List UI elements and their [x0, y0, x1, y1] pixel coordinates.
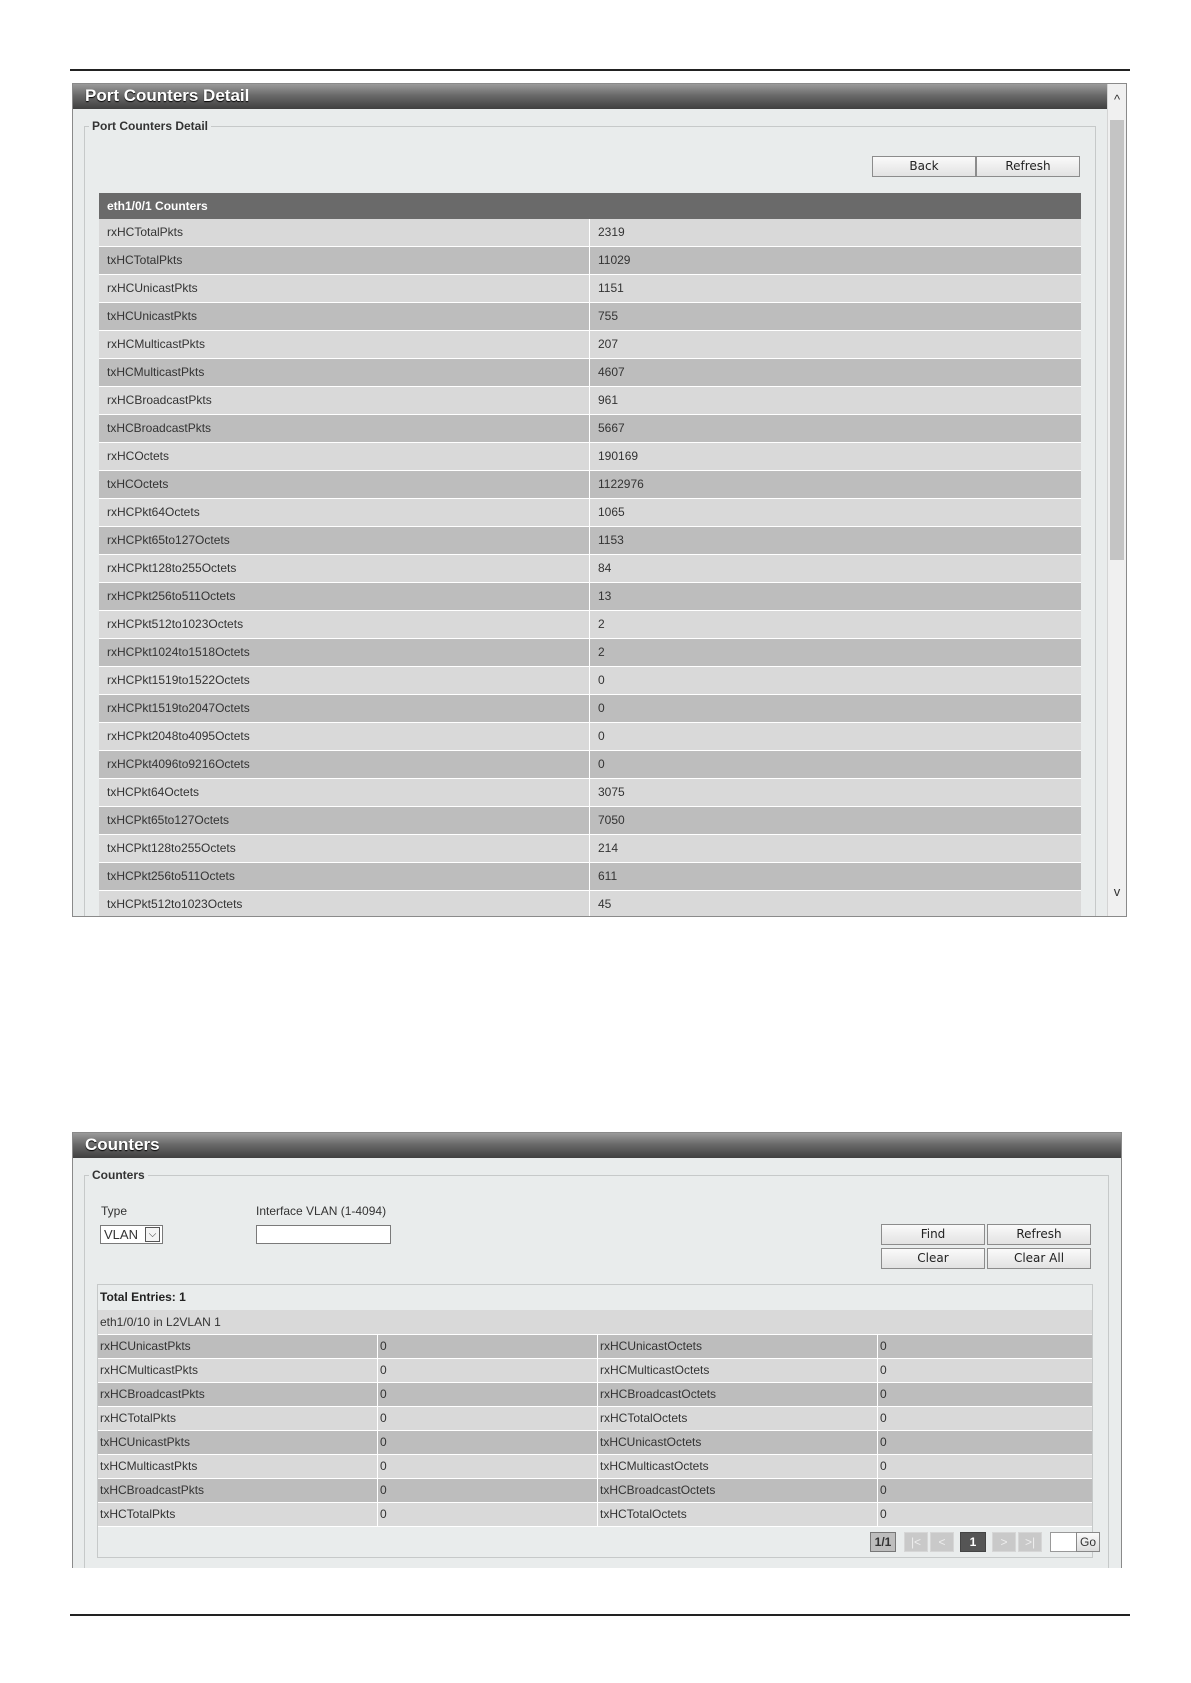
refresh-button[interactable]: Refresh: [976, 156, 1080, 177]
counter-name: txHCUnicastPkts: [99, 303, 590, 330]
next-page-button[interactable]: >: [992, 1532, 1016, 1552]
counter-name: rxHCUnicastPkts: [98, 1335, 378, 1358]
counter-name: txHCTotalPkts: [98, 1503, 378, 1526]
counter-name: rxHCOctets: [99, 443, 590, 470]
pagination: [98, 1527, 1096, 1557]
table-row: [99, 387, 1081, 415]
counter-value: 0: [880, 1483, 887, 1497]
counter-value: 11029: [598, 253, 631, 267]
counter-value: 0: [378, 1503, 598, 1526]
counter-value: 611: [598, 869, 618, 883]
port-counters-detail-panel: [72, 83, 1127, 917]
port-counters-table: [99, 193, 1081, 917]
table-row: [98, 1455, 1092, 1479]
counter-name: rxHCTotalPkts: [98, 1407, 378, 1430]
table-header: eth1/0/1 Counters: [99, 193, 1081, 219]
table-row: [98, 1431, 1092, 1455]
counter-name: txHCOctets: [99, 471, 590, 498]
scroll-up-icon[interactable]: ^: [1113, 92, 1121, 107]
counter-value: 0: [378, 1479, 598, 1502]
counter-value: 0: [598, 729, 605, 743]
counter-value: 7050: [598, 813, 625, 827]
table-row: [98, 1503, 1092, 1527]
counter-name: txHCPkt64Octets: [99, 779, 590, 806]
counter-value: 0: [880, 1507, 887, 1521]
table-row: [99, 359, 1081, 387]
bottom-divider: [70, 1614, 1130, 1616]
table-row: [98, 1479, 1092, 1503]
table-row: [99, 247, 1081, 275]
counter-name: rxHCPkt512to1023Octets: [99, 611, 590, 638]
counter-name: rxHCBroadcastPkts: [99, 387, 590, 414]
counter-value: 1153: [598, 533, 624, 547]
group-legend: Port Counters Detail: [92, 119, 209, 133]
interface-vlan-label: Interface VLAN (1-4094): [256, 1204, 387, 1218]
counter-name: rxHCPkt4096to9216Octets: [99, 751, 590, 778]
table-row: [99, 219, 1081, 247]
table-row: [99, 807, 1081, 835]
counter-name: rxHCPkt2048to4095Octets: [99, 723, 590, 750]
table-row: [99, 499, 1081, 527]
counter-name: txHCMulticastOctets: [598, 1455, 878, 1478]
counter-name: txHCPkt65to127Octets: [99, 807, 590, 834]
counter-name: rxHCPkt64Octets: [99, 499, 590, 526]
counter-name: rxHCUnicastPkts: [99, 275, 590, 302]
panel-title: Port Counters Detail: [73, 84, 1108, 109]
counter-name: txHCPkt512to1023Octets: [99, 891, 590, 917]
counter-name: txHCUnicastPkts: [98, 1431, 378, 1454]
counter-value: 0: [378, 1359, 598, 1382]
table-row: [99, 331, 1081, 359]
counter-value: 2319: [598, 225, 625, 239]
page-info: 1/1: [870, 1532, 896, 1552]
table-row: [99, 891, 1081, 917]
counter-name: txHCUnicastOctets: [598, 1431, 878, 1454]
counter-name: rxHCPkt1519to1522Octets: [99, 667, 590, 694]
counter-value: 0: [880, 1339, 887, 1353]
counter-value: 1065: [598, 505, 625, 519]
counters-panel: [72, 1132, 1122, 1568]
chevron-down-icon[interactable]: ⌵: [145, 1227, 160, 1242]
table-row: [99, 471, 1081, 499]
counter-name: rxHCMulticastPkts: [98, 1359, 378, 1382]
first-page-button[interactable]: |<: [904, 1532, 928, 1552]
counter-name: rxHCPkt65to127Octets: [99, 527, 590, 554]
counter-name: rxHCPkt1519to2047Octets: [99, 695, 590, 722]
counter-name: txHCBroadcastPkts: [99, 415, 590, 442]
prev-page-button[interactable]: <: [930, 1532, 954, 1552]
counter-value: 45: [598, 897, 612, 911]
interface-row: eth1/0/10 in L2VLAN 1: [98, 1310, 1092, 1335]
counter-value: 214: [598, 841, 619, 855]
group-legend: Counters: [92, 1168, 145, 1182]
counter-name: rxHCPkt1024to1518Octets: [99, 639, 590, 666]
refresh-button[interactable]: Refresh: [987, 1224, 1091, 1245]
counter-value: 1151: [598, 281, 624, 295]
table-row: [99, 779, 1081, 807]
table-row: [99, 723, 1081, 751]
counter-value: 207: [598, 337, 619, 351]
counter-value: 755: [598, 309, 619, 323]
counter-value: 0: [880, 1387, 887, 1401]
counter-name: rxHCUnicastOctets: [598, 1335, 878, 1358]
table-row: [99, 415, 1081, 443]
counter-name: txHCPkt256to511Octets: [99, 863, 590, 890]
counter-value: 0: [598, 757, 605, 771]
table-row: [99, 639, 1081, 667]
table-row: [98, 1359, 1092, 1383]
counter-value: 0: [378, 1407, 598, 1430]
counter-name: txHCMulticastPkts: [98, 1455, 378, 1478]
interface-vlan-input[interactable]: [256, 1225, 391, 1244]
type-label: Type: [101, 1204, 128, 1218]
table-row: [99, 527, 1081, 555]
counter-value: 0: [378, 1383, 598, 1406]
go-button[interactable]: Go: [1076, 1532, 1100, 1552]
type-select-value: VLAN: [104, 1227, 138, 1242]
table-row: [99, 555, 1081, 583]
counter-value: 3075: [598, 785, 625, 799]
total-entries: Total Entries: 1: [98, 1285, 1092, 1310]
counter-name: rxHCPkt128to255Octets: [99, 555, 590, 582]
counter-name: txHCBroadcastPkts: [98, 1479, 378, 1502]
counter-value: 0: [378, 1335, 598, 1358]
page-number-input[interactable]: [1050, 1532, 1078, 1552]
counter-value: 2: [598, 645, 605, 659]
panel-title: Counters: [73, 1133, 1121, 1158]
counter-name: rxHCBroadcastPkts: [98, 1383, 378, 1406]
counter-value: 0: [598, 701, 605, 715]
counter-value: 190169: [598, 449, 639, 463]
top-divider: [70, 69, 1130, 71]
table-row: [99, 835, 1081, 863]
table-row: [99, 583, 1081, 611]
counter-value: 0: [880, 1459, 887, 1473]
counter-value: 0: [378, 1455, 598, 1478]
scrollbar-thumb[interactable]: [1110, 120, 1124, 560]
counter-value: 0: [378, 1431, 598, 1454]
counter-name: rxHCTotalPkts: [99, 219, 590, 246]
table-row: [99, 695, 1081, 723]
table-row: [99, 275, 1081, 303]
counter-name: txHCBroadcastOctets: [598, 1479, 878, 1502]
table-row: [98, 1335, 1092, 1359]
table-row: [99, 667, 1081, 695]
table-row: [99, 611, 1081, 639]
counter-value: 0: [880, 1411, 887, 1425]
counter-value: 4607: [598, 365, 625, 379]
find-button[interactable]: Find: [881, 1224, 985, 1245]
clear-all-button[interactable]: Clear All: [987, 1248, 1091, 1269]
counter-value: 1122976: [598, 477, 644, 491]
table-row: [99, 303, 1081, 331]
vertical-scrollbar[interactable]: [1107, 84, 1126, 916]
back-button[interactable]: Back: [872, 156, 976, 177]
counter-name: rxHCTotalOctets: [598, 1407, 878, 1430]
counter-value: 961: [598, 393, 619, 407]
counters-table: [97, 1284, 1096, 1558]
counter-value: 0: [880, 1435, 887, 1449]
scroll-down-icon[interactable]: v: [1113, 884, 1121, 899]
current-page-button[interactable]: 1: [960, 1532, 986, 1552]
counter-value: 5667: [598, 421, 625, 435]
counter-name: rxHCBroadcastOctets: [598, 1383, 878, 1406]
counter-name: rxHCMulticastOctets: [598, 1359, 878, 1382]
counter-name: txHCTotalOctets: [598, 1503, 878, 1526]
counter-name: rxHCPkt256to511Octets: [99, 583, 590, 610]
counter-name: txHCTotalPkts: [99, 247, 590, 274]
counter-value: 0: [880, 1363, 887, 1377]
counter-value: 13: [598, 589, 612, 603]
counter-name: rxHCMulticastPkts: [99, 331, 590, 358]
clear-button[interactable]: Clear: [881, 1248, 985, 1269]
table-row: [99, 751, 1081, 779]
table-row: [98, 1407, 1092, 1431]
counter-name: txHCPkt128to255Octets: [99, 835, 590, 862]
type-select[interactable]: [100, 1225, 163, 1244]
counter-name: txHCMulticastPkts: [99, 359, 590, 386]
table-row: [99, 863, 1081, 891]
table-row: [98, 1383, 1092, 1407]
counter-value: 0: [598, 673, 605, 687]
counter-value: 2: [598, 617, 605, 631]
counter-value: 84: [598, 561, 612, 575]
last-page-button[interactable]: >|: [1018, 1532, 1042, 1552]
table-row: [99, 443, 1081, 471]
